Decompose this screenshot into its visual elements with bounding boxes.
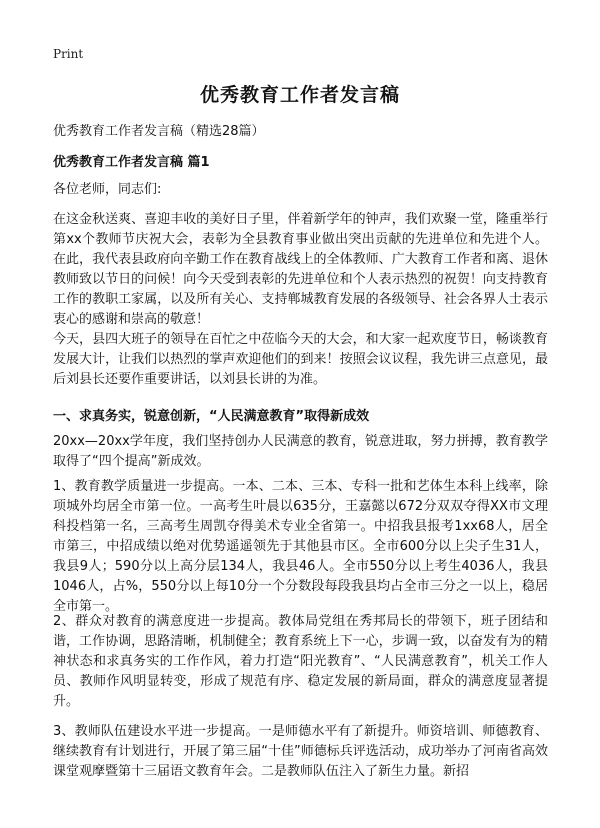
article-heading: 优秀教育工作者发言稿 篇1	[53, 155, 210, 170]
print-label[interactable]: Print	[53, 47, 84, 61]
paragraph-2: 今天，县四大班子的领导在百忙之中莅临今天的大会，和大家一起欢度节日，畅谈教育发展大计，让我们以热烈的掌声欢迎他们的到来！按照会议议程，我先讲三点意见，最后刘县长还要作重要讲话，以刘县长讲的为准。	[53, 332, 548, 387]
section-1-paragraph-2: 1、教育教学质量进一步提高。一本、二本、三本、专科一批和艺体生本科上线率，除项城外均居全市第一位。一高考生叶晨以635分，王嘉懿以672分双双夺得XX市文理科投档第一名，三高考生周凯夺得美术专业全省第一。中招我县报考1xx68人，居全市第三，中招成绩以绝对优势遥遥领先于其他县市区。全市600分以上尖子生31人，我县9人；590分以上高分层134人，我县46人。全市550分以上考生4036人，我县1046人，占%，550分以上每10分一个分数段每段我县均占全市三分之一以上，稳居全市第一。	[53, 479, 548, 614]
page-title: 优秀教育工作者发言稿	[199, 84, 400, 106]
salutation: 各位老师，同志们:	[53, 182, 162, 197]
subtitle: 优秀教育工作者发言稿（精选28篇）	[53, 124, 265, 139]
paragraph-1: 在这金秋送爽、喜迎丰收的美好日子里，伴着新学年的钟声，我们欢聚一堂，隆重举行第xx个教师节庆祝大会，表彰为全县教育事业做出突出贡献的先进单位和先进个人。在此，我代表县政府向辛勤工作在教育战线上的全体教师、广大教育工作者和离、退休教师致以节日的问候！向今天受到表彰的先进单位和个人表示热烈的祝贺！向支持教育工作的教职工家属，以及所有关心、支持郸城教育发展的各级领导、社会各界人士表示衷心的感谢和崇高的敬意！	[53, 212, 548, 327]
section-1-paragraph-3: 2、群众对教育的满意度进一步提高。教体局党组在秀邦局长的带领下，班子团结和谐，工作协调，思路清晰，机制健全；教育系统上下一心，步调一致，以奋发有为的精神状态和求真务实的工作作风，着力打造“阳光教育”、“人民满意教育”，机关工作人员、教师作风明显转变，形成了规范有序、稳定发展的新局面，群众的满意度显著提升。	[53, 614, 548, 709]
section-1-paragraph-1: 20xx—20xx学年度，我们坚持创办人民满意的教育，锐意进取，努力拼搏，教育教学取得了“四个提高”新成效。	[53, 434, 548, 469]
section-1-paragraph-4: 3、教师队伍建设水平进一步提高。一是师德水平有了新提升。师资培训、师德教育、继续教育有计划进行，开展了第三届“十佳”师德标兵评选活动，成功举办了河南省高效课堂观摩暨第十三届语文教育年会。二是教师队伍注入了新生力量。新招	[53, 724, 548, 779]
section-1-heading: 一、求真务实，锐意创新，“人民满意教育”取得新成效	[53, 409, 370, 424]
